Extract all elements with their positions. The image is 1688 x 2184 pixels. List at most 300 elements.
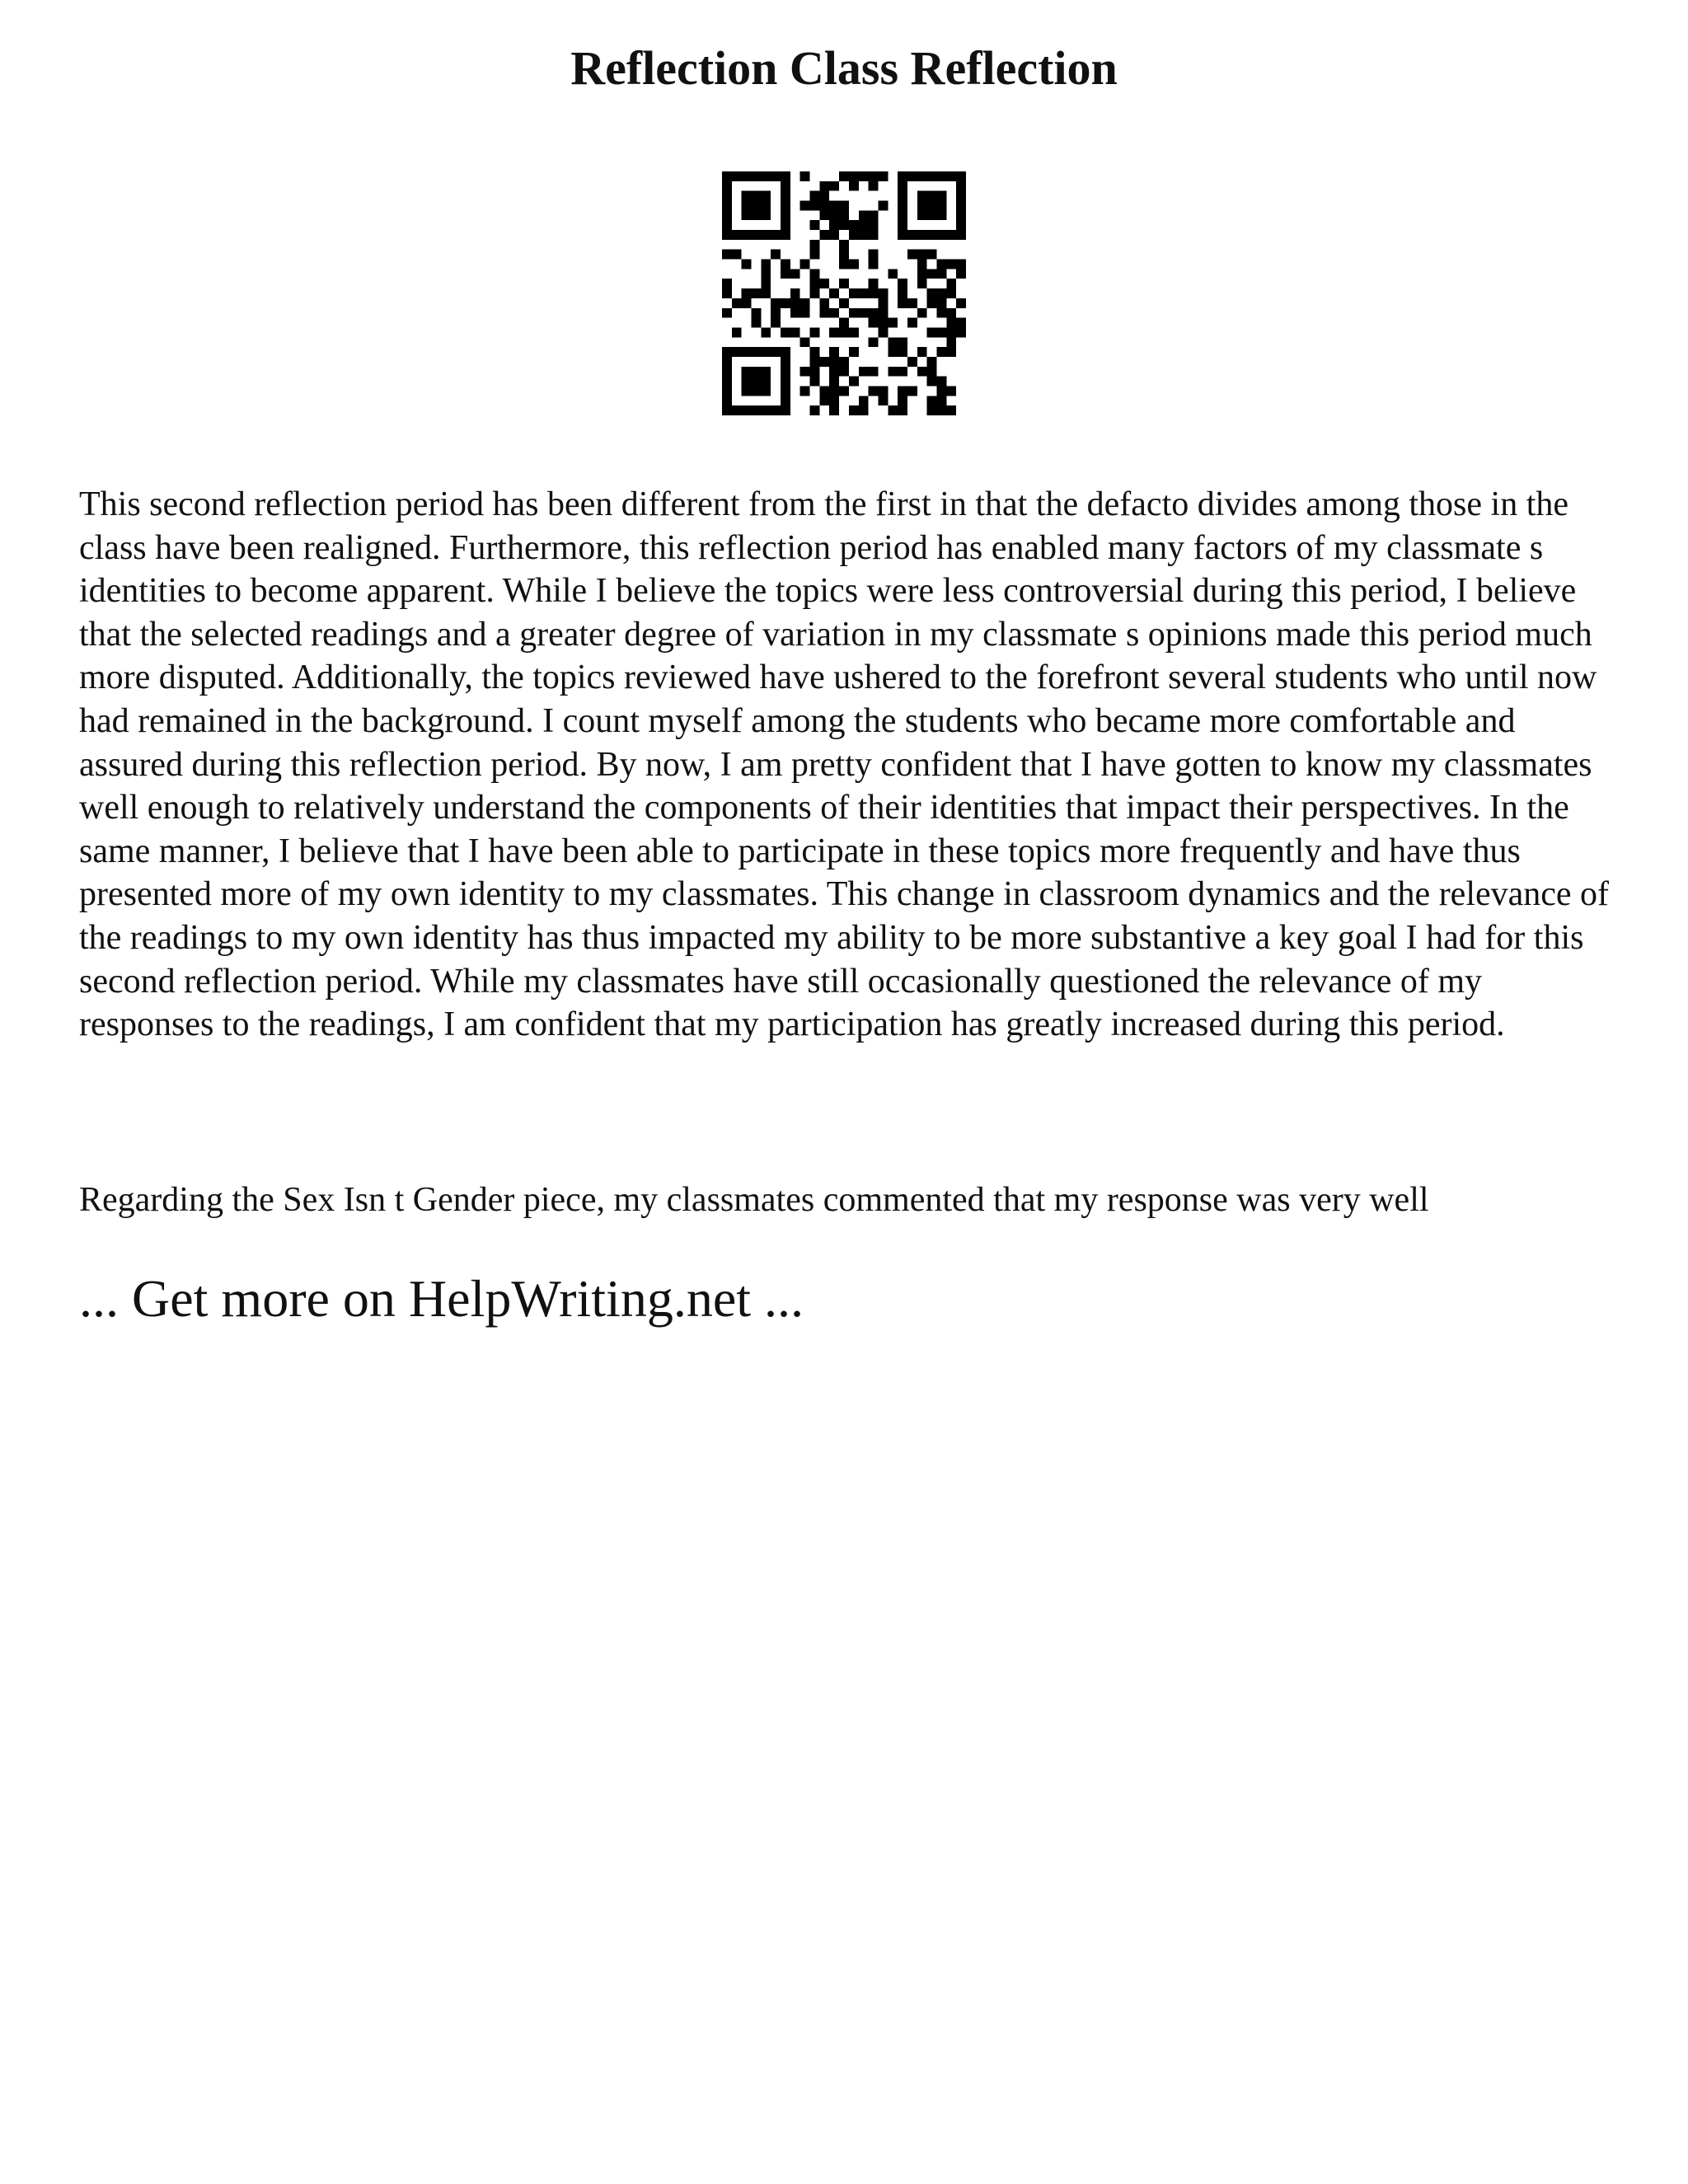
qr-module <box>869 260 879 269</box>
qr-module <box>781 386 790 396</box>
qr-module <box>722 347 732 357</box>
qr-module <box>771 171 781 181</box>
qr-module <box>936 405 946 415</box>
qr-module <box>859 405 869 415</box>
qr-module <box>742 210 752 220</box>
qr-module <box>927 327 937 337</box>
qr-module <box>761 377 771 387</box>
qr-module <box>898 230 907 240</box>
qr-module <box>829 181 839 191</box>
qr-module <box>839 260 849 269</box>
qr-module <box>869 181 879 191</box>
qr-module <box>742 191 752 201</box>
qr-module <box>800 201 810 211</box>
qr-module <box>898 367 907 377</box>
qr-module <box>898 181 907 191</box>
qr-module <box>839 298 849 308</box>
qr-module <box>859 210 869 220</box>
qr-module <box>907 386 917 396</box>
qr-module <box>878 298 888 308</box>
qr-module <box>839 318 849 328</box>
qr-module <box>781 181 790 191</box>
qr-module <box>829 386 839 396</box>
qr-module <box>800 308 810 318</box>
qr-module <box>781 269 790 279</box>
qr-module <box>761 260 771 269</box>
qr-module <box>878 386 888 396</box>
qr-module <box>810 269 820 279</box>
qr-module <box>859 288 869 298</box>
qr-module <box>917 347 927 357</box>
qr-module <box>722 171 732 181</box>
qr-module <box>927 377 937 387</box>
qr-module <box>956 171 966 181</box>
qr-module <box>722 181 732 191</box>
qr-module <box>790 269 800 279</box>
qr-module <box>781 191 790 201</box>
qr-module <box>761 288 771 298</box>
qr-module <box>800 337 810 347</box>
qr-module <box>956 220 966 230</box>
qr-module <box>869 220 879 230</box>
qr-module <box>722 377 732 387</box>
qr-module <box>898 210 907 220</box>
qr-module <box>752 318 762 328</box>
qr-module <box>849 260 859 269</box>
qr-module <box>927 269 937 279</box>
qr-module <box>829 308 839 318</box>
qr-module <box>800 171 810 181</box>
qr-module <box>859 171 869 181</box>
qr-module <box>810 201 820 211</box>
qr-module <box>810 377 820 387</box>
qr-module <box>732 298 742 308</box>
qr-module <box>917 308 927 318</box>
qr-module <box>722 201 732 211</box>
qr-module <box>761 279 771 288</box>
qr-module <box>742 230 752 240</box>
qr-module <box>771 318 781 328</box>
qr-module <box>946 260 956 269</box>
qr-module <box>722 250 732 260</box>
qr-module <box>722 386 732 396</box>
qr-module <box>819 396 829 405</box>
qr-module <box>927 288 937 298</box>
qr-module <box>722 230 732 240</box>
qr-module <box>907 357 917 367</box>
qr-module <box>869 337 879 347</box>
qr-module <box>829 396 839 405</box>
qr-module <box>936 269 946 279</box>
qr-module <box>956 260 966 269</box>
qr-module <box>781 347 790 357</box>
qr-module <box>927 405 937 415</box>
qr-module <box>898 298 907 308</box>
qr-module <box>781 298 790 308</box>
qr-module <box>946 171 956 181</box>
qr-module <box>829 288 839 298</box>
qr-module <box>839 386 849 396</box>
qr-module <box>752 347 762 357</box>
qr-module <box>956 201 966 211</box>
qr-module <box>946 308 956 318</box>
qr-module <box>917 191 927 201</box>
qr-module <box>722 357 732 367</box>
qr-module <box>917 230 927 240</box>
qr-module <box>819 210 829 220</box>
qr-module <box>946 318 956 328</box>
qr-module <box>946 347 956 357</box>
qr-module <box>839 210 849 220</box>
qr-module <box>742 298 752 308</box>
qr-module <box>790 298 800 308</box>
qr-module <box>781 327 790 337</box>
qr-module <box>869 367 879 377</box>
qr-module <box>839 367 849 377</box>
qr-module <box>859 367 869 377</box>
qr-module <box>907 230 917 240</box>
qr-module <box>781 171 790 181</box>
qr-module <box>771 230 781 240</box>
qr-module <box>898 220 907 230</box>
qr-module <box>771 347 781 357</box>
qr-module <box>917 171 927 181</box>
qr-module <box>849 171 859 181</box>
qr-module <box>907 318 917 328</box>
qr-module <box>878 171 888 181</box>
qr-module <box>732 171 742 181</box>
qr-module <box>927 201 937 211</box>
qr-module <box>790 308 800 318</box>
qr-module <box>810 347 820 357</box>
qr-module <box>936 327 946 337</box>
qr-module <box>732 347 742 357</box>
qr-module <box>898 201 907 211</box>
qr-module <box>936 260 946 269</box>
qr-module <box>946 337 956 347</box>
qr-module <box>742 288 752 298</box>
qr-module <box>742 347 752 357</box>
qr-module <box>761 347 771 357</box>
qr-module <box>927 396 937 405</box>
qr-module <box>761 386 771 396</box>
qr-module <box>800 367 810 377</box>
qr-module <box>956 269 966 279</box>
qr-module <box>829 347 839 357</box>
qr-module <box>771 250 781 260</box>
qr-module <box>732 230 742 240</box>
qr-module <box>907 171 917 181</box>
qr-module <box>839 327 849 337</box>
qr-module <box>898 288 907 298</box>
qr-module <box>781 201 790 211</box>
qr-module <box>781 220 790 230</box>
qr-module <box>878 201 888 211</box>
qr-module <box>742 405 752 415</box>
qr-module <box>819 308 829 318</box>
qr-module <box>888 367 898 377</box>
qr-module <box>898 347 907 357</box>
qr-module <box>839 171 849 181</box>
qr-module <box>936 308 946 318</box>
qr-module <box>829 201 839 211</box>
qr-module <box>742 367 752 377</box>
qr-module <box>859 308 869 318</box>
qr-module <box>781 405 790 415</box>
qr-module <box>936 298 946 308</box>
qr-module <box>849 230 859 240</box>
qr-module <box>927 191 937 201</box>
qr-module <box>839 279 849 288</box>
qr-module <box>722 405 732 415</box>
qr-module <box>956 210 966 220</box>
qr-module <box>946 386 956 396</box>
qr-module <box>869 171 879 181</box>
qr-module <box>936 377 946 387</box>
qr-module <box>810 327 820 337</box>
qr-module <box>849 377 859 387</box>
qr-code-icon <box>722 171 966 415</box>
qr-module <box>927 171 937 181</box>
qr-module <box>742 171 752 181</box>
qr-module <box>946 230 956 240</box>
qr-module <box>810 240 820 250</box>
qr-module <box>829 210 839 220</box>
qr-module <box>722 288 732 298</box>
qr-module <box>829 405 839 415</box>
qr-module <box>829 357 839 367</box>
qr-module <box>849 327 859 337</box>
qr-module <box>936 171 946 181</box>
qr-module <box>917 269 927 279</box>
qr-module <box>810 220 820 230</box>
qr-module <box>761 327 771 337</box>
qr-module <box>829 220 839 230</box>
qr-module <box>936 191 946 201</box>
qr-module <box>819 357 829 367</box>
qr-module <box>839 240 849 250</box>
qr-module <box>927 210 937 220</box>
qr-module <box>752 308 762 318</box>
qr-module <box>956 298 966 308</box>
qr-module <box>956 327 966 337</box>
qr-module <box>946 279 956 288</box>
qr-module <box>917 201 927 211</box>
qr-module <box>869 210 879 220</box>
qr-module <box>742 386 752 396</box>
qr-module <box>917 367 927 377</box>
qr-module <box>810 191 820 201</box>
qr-module <box>819 230 829 240</box>
qr-module <box>927 367 937 377</box>
qr-module <box>819 298 829 308</box>
qr-module <box>917 250 927 260</box>
qr-module <box>761 230 771 240</box>
qr-module <box>722 220 732 230</box>
qr-module <box>927 250 937 260</box>
qr-module <box>839 250 849 260</box>
qr-module <box>722 308 732 318</box>
get-more-link[interactable]: ... Get more on HelpWriting.net ... <box>79 1269 804 1328</box>
qr-module <box>761 201 771 211</box>
qr-module <box>810 279 820 288</box>
qr-module <box>956 318 966 328</box>
qr-module <box>752 230 762 240</box>
qr-module <box>761 405 771 415</box>
qr-module <box>722 191 732 201</box>
qr-module <box>898 337 907 347</box>
qr-module <box>869 250 879 260</box>
qr-module <box>829 230 839 240</box>
qr-module <box>898 386 907 396</box>
qr-module <box>878 327 888 337</box>
qr-module <box>849 181 859 191</box>
qr-module <box>810 357 820 367</box>
qr-module <box>761 210 771 220</box>
qr-module <box>781 357 790 367</box>
qr-module <box>878 308 888 318</box>
qr-module <box>849 347 859 357</box>
qr-module <box>927 357 937 367</box>
qr-module <box>771 308 781 318</box>
qr-module <box>819 386 829 396</box>
qr-module <box>898 171 907 181</box>
qr-module <box>761 269 771 279</box>
qr-module <box>781 377 790 387</box>
qr-module <box>936 288 946 298</box>
qr-module <box>956 191 966 201</box>
qr-module <box>898 191 907 201</box>
qr-module <box>752 201 762 211</box>
qr-module <box>722 279 732 288</box>
qr-module <box>800 386 810 396</box>
qr-module <box>888 337 898 347</box>
qr-module <box>869 279 879 288</box>
qr-module <box>771 298 781 308</box>
qr-module <box>956 230 966 240</box>
qr-module <box>869 386 879 396</box>
qr-module <box>819 191 829 201</box>
qr-module <box>946 327 956 337</box>
qr-module <box>956 181 966 191</box>
qr-module <box>752 377 762 387</box>
qr-module <box>819 279 829 288</box>
qr-module <box>869 230 879 240</box>
qr-module <box>907 250 917 260</box>
qr-module <box>888 269 898 279</box>
qr-module <box>839 357 849 367</box>
qr-module <box>810 250 820 260</box>
qr-module <box>722 367 732 377</box>
qr-module <box>722 396 732 405</box>
qr-module <box>752 210 762 220</box>
qr-module <box>888 405 898 415</box>
qr-module <box>936 386 946 396</box>
qr-module <box>771 405 781 415</box>
qr-module <box>936 201 946 211</box>
qr-module <box>761 367 771 377</box>
qr-module <box>869 308 879 318</box>
qr-module <box>936 396 946 405</box>
qr-module <box>781 396 790 405</box>
qr-module <box>927 230 937 240</box>
qr-module <box>752 386 762 396</box>
qr-module <box>849 405 859 415</box>
qr-module <box>800 260 810 269</box>
qr-module <box>936 347 946 357</box>
qr-module <box>800 298 810 308</box>
body-paragraph: This second reflection period has been different from the first in that the defacto divides among those in the class have been realigned. Furthermore, this reflection period has enabled many factors of my classmate s identities to become apparent. While I believe the topics were less controversial during this period, I believe that the selected readings and a greater degree of variation in my classmate s opinions made this period much more disputed. Additionally, the topics reviewed have ushered to the forefront several students who until now had remained in the background. I count myself among the students who became more comfortable and assured during this reflection period. By now, I am pretty confident that I have gotten to know my classmates well enough to relatively understand the components of their identities that impact their perspectives. In the same manner, I believe that I have been able to participate in these topics more frequently and have thus presented more of my own identity to my classmates. This change in classroom dynamics and the relevance of the readings to my own identity has thus impacted my ability to be more substantive a key goal I had for this second reflection period. While my classmates have still occasionally questioned the relevance of my responses to the readings, I am confident that my participation has greatly increased during this period. <box>79 485 1610 1044</box>
qr-module <box>732 405 742 415</box>
qr-module <box>859 396 869 405</box>
qr-module <box>859 220 869 230</box>
qr-module <box>829 377 839 387</box>
qr-module <box>781 230 790 240</box>
qr-module <box>839 220 849 230</box>
qr-module <box>781 210 790 220</box>
qr-module <box>917 210 927 220</box>
qr-module <box>878 396 888 405</box>
qr-module <box>752 405 762 415</box>
qr-module <box>810 288 820 298</box>
qr-module <box>752 171 762 181</box>
qr-module <box>781 367 790 377</box>
qr-module <box>946 405 956 415</box>
qr-module <box>810 405 820 415</box>
qr-module <box>810 367 820 377</box>
qr-module <box>859 230 869 240</box>
qr-module <box>936 230 946 240</box>
qr-module <box>878 318 888 328</box>
qr-module <box>898 396 907 405</box>
qr-module <box>907 298 917 308</box>
qr-module <box>878 288 888 298</box>
qr-module <box>819 201 829 211</box>
qr-module <box>869 288 879 298</box>
qr-module <box>732 327 742 337</box>
qr-module <box>761 191 771 201</box>
qr-module <box>849 288 859 298</box>
qr-module <box>927 298 937 308</box>
qr-module <box>752 191 762 201</box>
qr-module <box>790 288 800 298</box>
qr-module <box>869 318 879 328</box>
qr-module <box>781 260 790 269</box>
qr-module <box>790 327 800 337</box>
body-paragraph: Regarding the Sex Isn t Gender piece, my classmates commented that my response was very well <box>79 1181 1429 1219</box>
qr-module <box>839 201 849 211</box>
qr-module <box>898 405 907 415</box>
qr-module <box>722 210 732 220</box>
qr-module <box>742 377 752 387</box>
qr-module <box>898 279 907 288</box>
qr-module <box>888 318 898 328</box>
qr-module <box>752 367 762 377</box>
page-title: Reflection Class Reflection <box>570 41 1118 95</box>
qr-module <box>829 367 839 377</box>
qr-module <box>849 308 859 318</box>
qr-module <box>917 260 927 269</box>
qr-module <box>732 250 742 260</box>
qr-module <box>946 288 956 298</box>
qr-module <box>742 260 752 269</box>
qr-module <box>742 201 752 211</box>
qr-module <box>888 347 898 357</box>
qr-module <box>917 279 927 288</box>
qr-module <box>829 327 839 337</box>
qr-module <box>936 210 946 220</box>
qr-module <box>819 181 829 191</box>
